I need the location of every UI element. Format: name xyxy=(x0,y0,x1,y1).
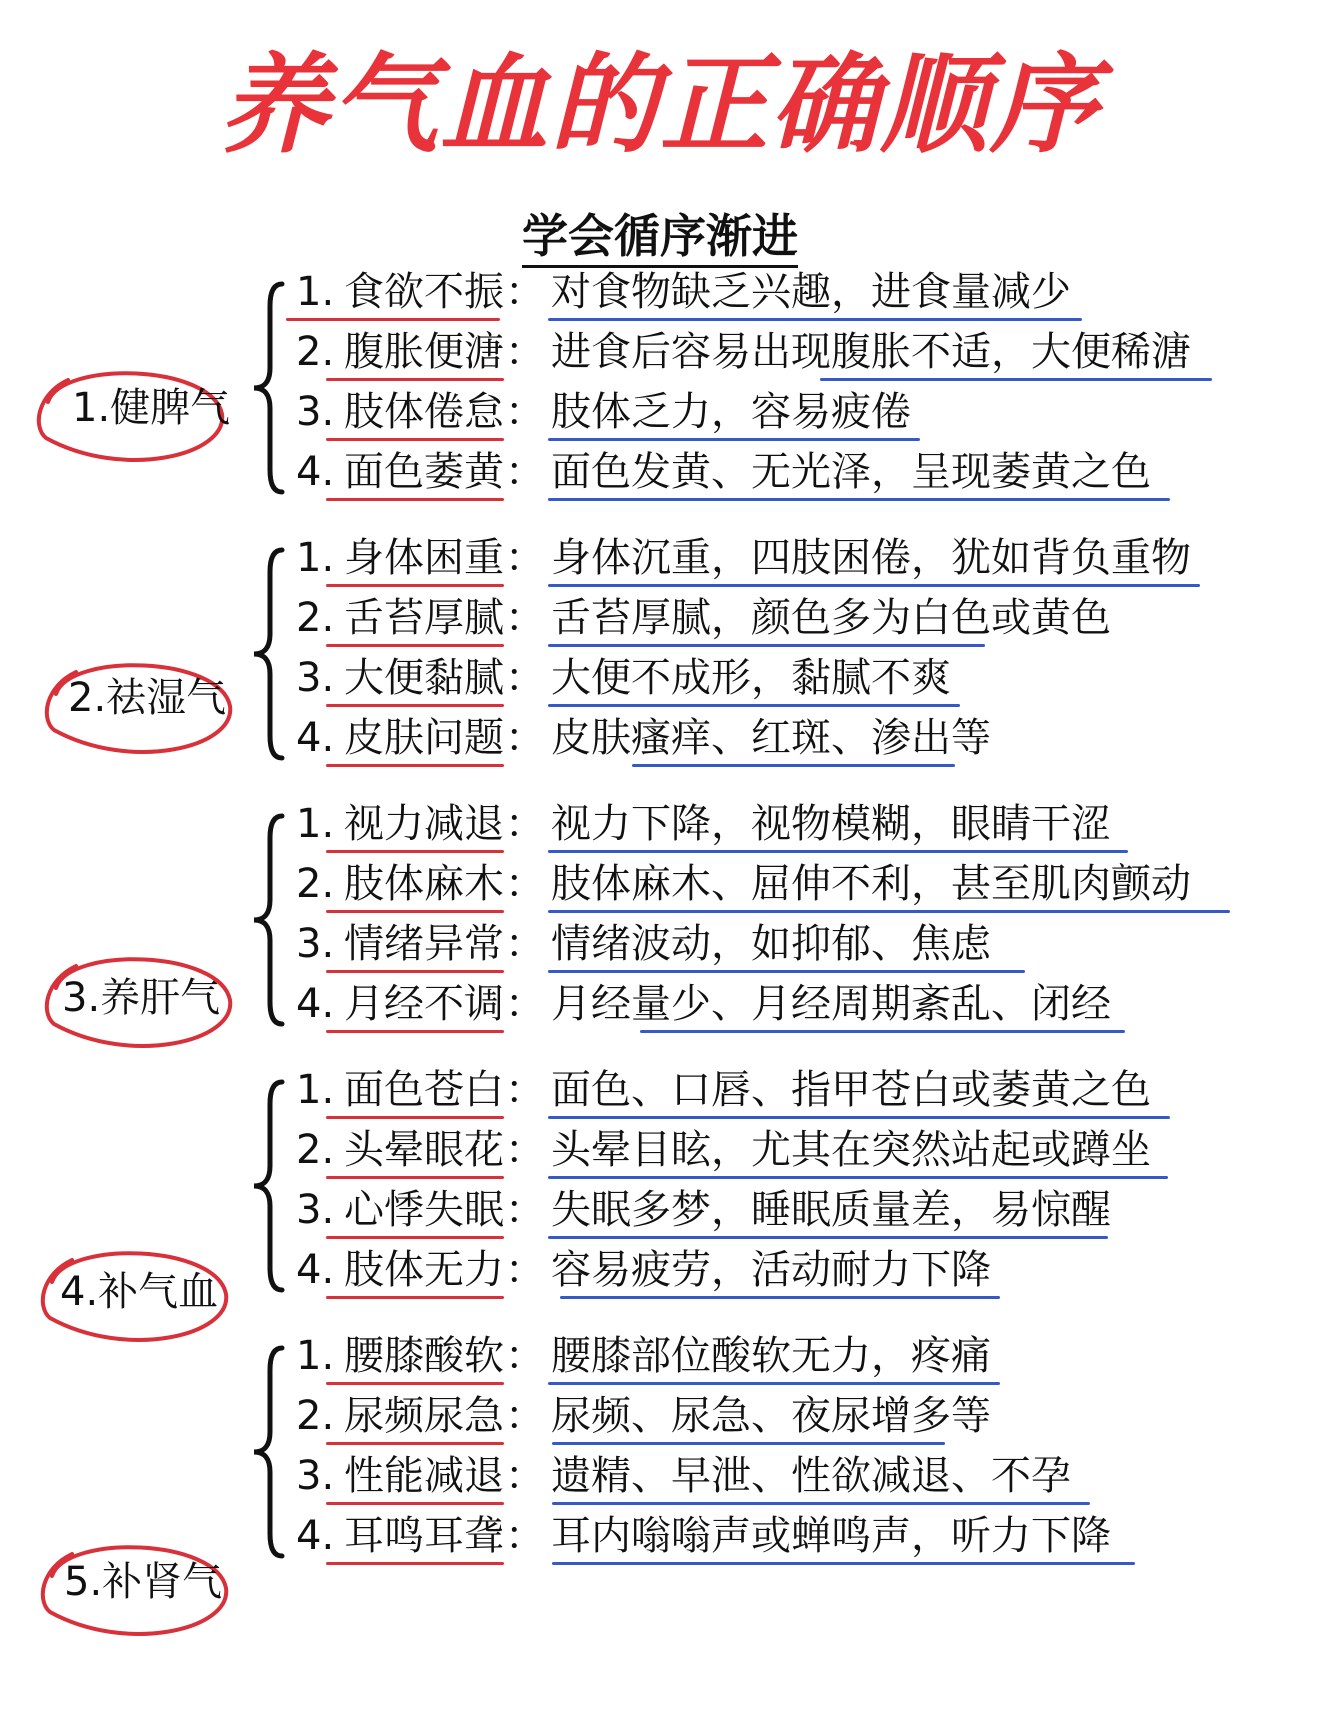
symptom-description: 腰膝部位酸软无力，疼痛 xyxy=(551,1333,991,1379)
symptom-row xyxy=(0,1446,1320,1506)
symptom-term: 月经不调 xyxy=(344,981,504,1027)
item-number: 3. xyxy=(296,1453,335,1499)
symptom-row xyxy=(0,914,1320,974)
symptom-description: 进食后容易出现腹胀不适，大便稀溏 xyxy=(551,329,1191,375)
symptom-term: 食欲不振 xyxy=(344,269,504,315)
symptom-row xyxy=(0,708,1320,768)
symptom-term: 大便黏腻 xyxy=(344,655,504,701)
symptom-description: 身体沉重，四肢困倦，犹如背负重物 xyxy=(551,535,1191,581)
section-label: 4.补气血 xyxy=(60,1269,219,1315)
symptom-description: 尿频、尿急、夜尿增多等 xyxy=(551,1393,991,1439)
item-number: 3. xyxy=(296,389,335,435)
symptom-term: 尿频尿急 xyxy=(344,1393,504,1439)
colon-separator: ： xyxy=(505,449,545,495)
symptom-description: 视力下降，视物模糊，眼睛干涩 xyxy=(551,801,1111,847)
item-number: 2. xyxy=(296,1127,335,1173)
item-number: 4. xyxy=(296,449,335,495)
symptom-row xyxy=(0,1060,1320,1120)
colon-separator: ： xyxy=(505,1513,545,1559)
item-number: 2. xyxy=(296,861,335,907)
symptom-row xyxy=(0,588,1320,648)
term-underline-mark xyxy=(326,1030,504,1033)
symptom-term: 肢体麻木 xyxy=(344,861,504,907)
term-underline-mark xyxy=(326,378,504,381)
item-number: 4. xyxy=(296,715,335,761)
item-number: 3. xyxy=(296,1187,335,1233)
description-underline-mark xyxy=(548,910,1230,913)
description-underline-mark xyxy=(548,1236,1108,1239)
item-number: 4. xyxy=(296,981,335,1027)
item-number: 1. xyxy=(296,1333,335,1379)
colon-separator: ： xyxy=(505,1067,545,1113)
item-number: 1. xyxy=(296,801,335,847)
symptom-row xyxy=(0,1180,1320,1240)
symptom-row xyxy=(0,528,1320,588)
colon-separator: ： xyxy=(505,1187,545,1233)
term-underline-mark xyxy=(326,970,504,973)
item-number: 1. xyxy=(296,269,335,315)
term-underline-mark xyxy=(326,498,504,501)
item-number: 4. xyxy=(296,1247,335,1293)
description-underline-mark xyxy=(548,498,1170,501)
term-underline-mark xyxy=(326,1176,504,1179)
symptom-row xyxy=(0,1326,1320,1386)
term-underline-mark xyxy=(326,1442,504,1445)
term-underline-mark xyxy=(326,910,504,913)
subtitle-text: 学会循序渐进 xyxy=(522,209,798,268)
term-underline-mark xyxy=(326,764,504,767)
colon-separator: ： xyxy=(505,655,545,701)
symptom-row xyxy=(0,974,1320,1034)
item-number: 3. xyxy=(296,921,335,967)
term-underline-mark xyxy=(326,1116,504,1119)
colon-separator: ： xyxy=(505,861,545,907)
symptom-description: 皮肤瘙痒、红斑、渗出等 xyxy=(551,715,991,761)
colon-separator: ： xyxy=(505,269,545,315)
item-number: 2. xyxy=(296,1393,335,1439)
term-underline-mark xyxy=(286,318,500,321)
description-underline-mark xyxy=(552,1502,1090,1505)
symptom-description: 遗精、早泄、性欲减退、不孕 xyxy=(551,1453,1071,1499)
item-number: 2. xyxy=(296,595,335,641)
colon-separator: ： xyxy=(505,981,545,1027)
description-underline-mark xyxy=(548,850,1128,853)
colon-separator: ： xyxy=(505,921,545,967)
symptom-row xyxy=(0,854,1320,914)
description-underline-mark xyxy=(548,318,1082,321)
symptom-row xyxy=(0,442,1320,502)
symptom-description: 大便不成形，黏腻不爽 xyxy=(551,655,951,701)
term-underline-mark xyxy=(326,1236,504,1239)
description-underline-mark xyxy=(552,1442,945,1445)
symptom-term: 腹胀便溏 xyxy=(344,329,504,375)
colon-separator: ： xyxy=(505,1127,545,1173)
item-number: 2. xyxy=(296,329,335,375)
colon-separator: ： xyxy=(505,329,545,375)
section-label: 1.健脾气 xyxy=(72,385,231,431)
description-underline-mark xyxy=(548,1382,1000,1385)
symptom-row xyxy=(0,1240,1320,1300)
description-underline-mark xyxy=(632,764,955,767)
term-underline-mark xyxy=(326,584,504,587)
symptom-term: 头晕眼花 xyxy=(344,1127,504,1173)
symptom-row xyxy=(0,1506,1320,1566)
symptom-description: 肢体乏力，容易疲倦 xyxy=(551,389,911,435)
item-number: 3. xyxy=(296,655,335,701)
symptom-term: 情绪异常 xyxy=(344,921,504,967)
term-underline-mark xyxy=(326,704,504,707)
symptom-row xyxy=(0,322,1320,382)
symptom-description: 容易疲劳，活动耐力下降 xyxy=(551,1247,991,1293)
section-label: 2.祛湿气 xyxy=(68,675,227,721)
colon-separator: ： xyxy=(505,1453,545,1499)
symptom-description: 情绪波动，如抑郁、焦虑 xyxy=(551,921,991,967)
term-underline-mark xyxy=(326,644,504,647)
description-underline-mark xyxy=(552,1562,1135,1565)
symptom-term: 舌苔厚腻 xyxy=(344,595,504,641)
symptom-description: 失眠多梦，睡眠质量差，易惊醒 xyxy=(551,1187,1111,1233)
symptom-term: 肢体无力 xyxy=(344,1247,504,1293)
symptom-term: 肢体倦怠 xyxy=(344,389,504,435)
description-underline-mark xyxy=(548,438,920,441)
symptom-description: 头晕目眩，尤其在突然站起或蹲坐 xyxy=(551,1127,1151,1173)
symptom-row xyxy=(0,1386,1320,1446)
description-underline-mark xyxy=(548,970,1025,973)
symptom-description: 月经量少、月经周期紊乱、闭经 xyxy=(551,981,1111,1027)
description-underline-mark xyxy=(820,378,1212,381)
symptom-row xyxy=(0,794,1320,854)
symptom-term: 面色萎黄 xyxy=(344,449,504,495)
description-underline-mark xyxy=(548,644,985,647)
term-underline-mark xyxy=(326,1296,504,1299)
colon-separator: ： xyxy=(505,389,545,435)
item-number: 4. xyxy=(296,1513,335,1559)
description-underline-mark xyxy=(548,584,1200,587)
item-number: 1. xyxy=(296,1067,335,1113)
page-title: 养气血的正确顺序 xyxy=(219,43,1100,168)
symptom-description: 面色发黄、无光泽，呈现萎黄之色 xyxy=(551,449,1151,495)
symptom-term: 腰膝酸软 xyxy=(344,1333,504,1379)
description-underline-mark xyxy=(548,704,960,707)
colon-separator: ： xyxy=(505,1247,545,1293)
symptom-row xyxy=(0,1120,1320,1180)
symptom-term: 身体困重 xyxy=(344,535,504,581)
symptom-description: 舌苔厚腻，颜色多为白色或黄色 xyxy=(551,595,1111,641)
term-underline-mark xyxy=(326,1382,504,1385)
symptom-description: 面色、口唇、指甲苍白或萎黄之色 xyxy=(551,1067,1151,1113)
item-number: 1. xyxy=(296,535,335,581)
colon-separator: ： xyxy=(505,595,545,641)
colon-separator: ： xyxy=(505,1333,545,1379)
description-underline-mark xyxy=(548,1116,1170,1119)
symptom-row xyxy=(0,262,1320,322)
section-label: 3.养肝气 xyxy=(62,975,221,1021)
symptom-description: 肢体麻木、屈伸不利，甚至肌肉颤动 xyxy=(551,861,1191,907)
term-underline-mark xyxy=(326,850,504,853)
symptom-term: 耳鸣耳聋 xyxy=(344,1513,504,1559)
symptom-term: 皮肤问题 xyxy=(344,715,504,761)
description-underline-mark xyxy=(548,1176,1168,1179)
symptom-term: 心悸失眠 xyxy=(344,1187,504,1233)
symptom-description: 对食物缺乏兴趣，进食量减少 xyxy=(551,269,1071,315)
symptom-row xyxy=(0,382,1320,442)
symptom-term: 面色苍白 xyxy=(344,1067,504,1113)
term-underline-mark xyxy=(326,1562,504,1565)
description-underline-mark xyxy=(640,1030,1125,1033)
term-underline-mark xyxy=(326,438,504,441)
colon-separator: ： xyxy=(505,1393,545,1439)
colon-separator: ： xyxy=(505,535,545,581)
symptom-term: 视力减退 xyxy=(344,801,504,847)
colon-separator: ： xyxy=(505,715,545,761)
term-underline-mark xyxy=(326,1502,504,1505)
section-label: 5.补肾气 xyxy=(64,1559,223,1605)
description-underline-mark xyxy=(560,1296,1000,1299)
symptom-term: 性能减退 xyxy=(344,1453,504,1499)
colon-separator: ： xyxy=(505,801,545,847)
symptom-description: 耳内嗡嗡声或蝉鸣声，听力下降 xyxy=(551,1513,1111,1559)
symptom-row xyxy=(0,648,1320,708)
